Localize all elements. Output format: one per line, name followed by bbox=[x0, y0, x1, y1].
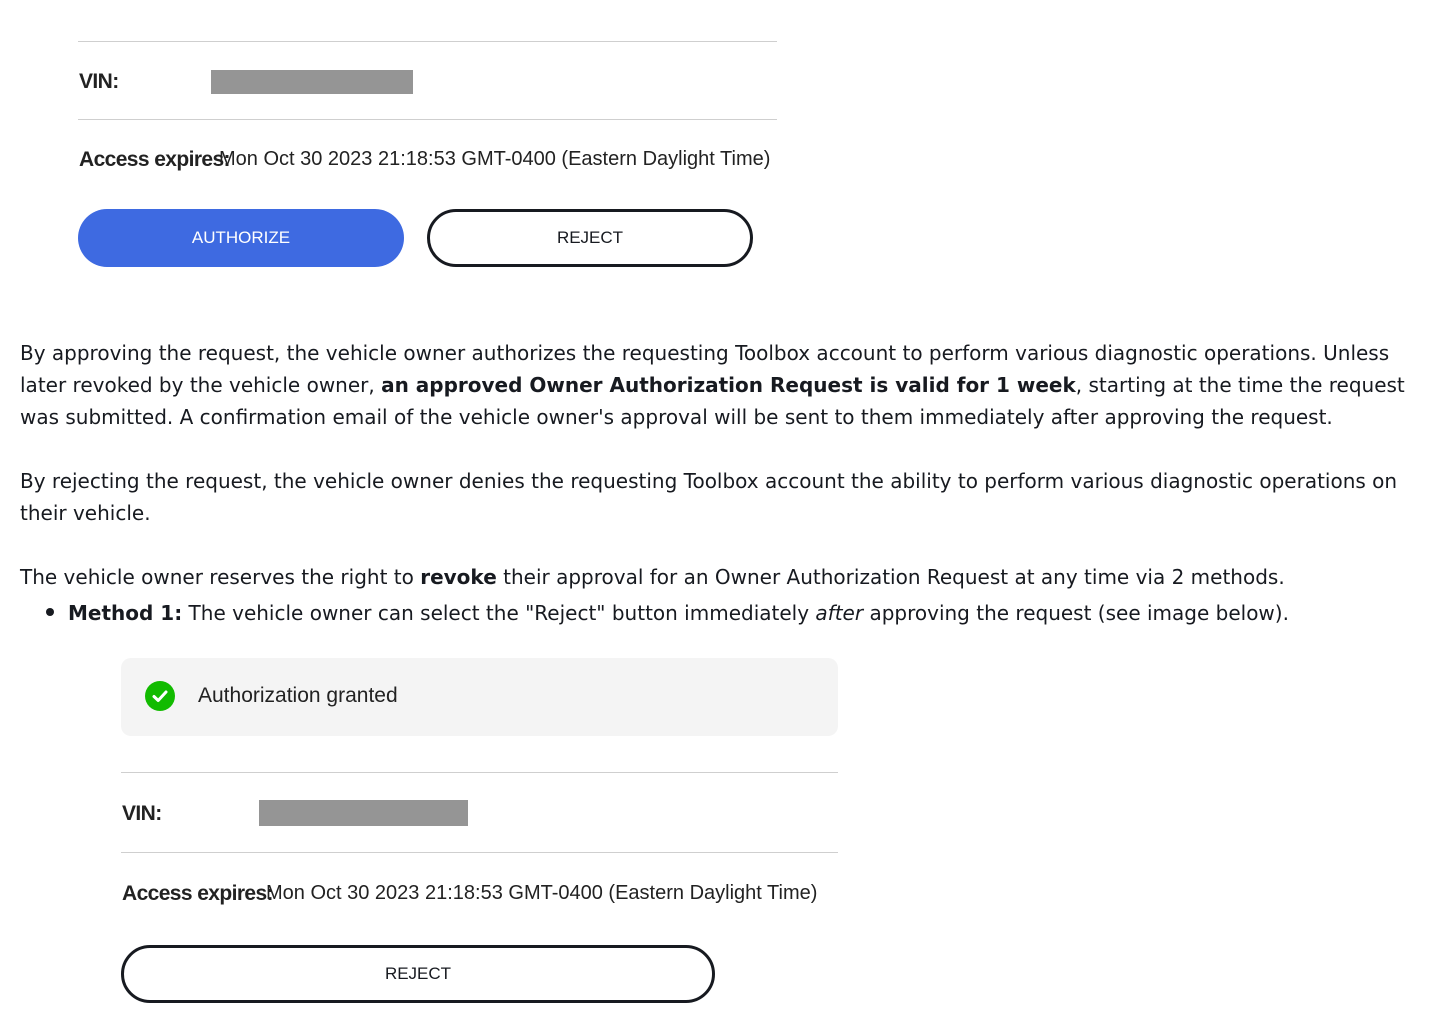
check-circle-icon bbox=[145, 681, 175, 711]
revoke-paragraph: The vehicle owner reserves the right to revoke their approval for an Owner Authorization Request at any time via 2 methods. bbox=[20, 565, 1285, 589]
reject-button[interactable]: REJECT bbox=[121, 945, 715, 1003]
access-expires-label: Access expires: bbox=[122, 882, 273, 905]
vin-label: VIN: bbox=[79, 70, 119, 93]
access-expires-value: Mon Oct 30 2023 21:18:53 GMT-0400 (Eastern Daylight Time) bbox=[266, 882, 818, 904]
approve-paragraph: By approving the request, the vehicle owner authorizes the requesting Toolbox account to perform various diagnostic operations. Unless later revoked by the vehicle owner, an approved Owner Authorization Request is valid for 1 week, starting at the time the request was submitted. A confirmation email of the vehicle owner's approval will be sent to them immediately after approving the request. bbox=[20, 341, 1405, 429]
authorize-button[interactable]: AUTHORIZE bbox=[78, 209, 404, 267]
divider bbox=[121, 772, 838, 773]
access-expires-label: Access expires: bbox=[79, 148, 230, 171]
divider bbox=[78, 119, 777, 120]
access-expires-value: Mon Oct 30 2023 21:18:53 GMT-0400 (Eastern Daylight Time) bbox=[219, 148, 771, 170]
authorization-granted-banner bbox=[121, 658, 838, 736]
revoke-emphasis: revoke bbox=[420, 565, 497, 589]
vin-redacted bbox=[259, 800, 468, 826]
list-bullet bbox=[46, 608, 54, 616]
banner-text: Authorization granted bbox=[198, 684, 398, 707]
reject-button[interactable]: REJECT bbox=[427, 209, 753, 267]
vin-redacted bbox=[211, 70, 413, 94]
divider bbox=[121, 852, 838, 853]
method-1-label: Method 1: bbox=[68, 601, 183, 625]
vin-label: VIN: bbox=[122, 802, 162, 825]
approve-paragraph-emphasis: an approved Owner Authorization Request is valid for 1 week bbox=[381, 373, 1076, 397]
method-1-item: Method 1: The vehicle owner can select the "Reject" button immediately after approving the request (see image below). bbox=[68, 601, 1289, 625]
divider bbox=[78, 41, 777, 42]
reject-paragraph: By rejecting the request, the vehicle owner denies the requesting Toolbox account the ability to perform various diagnostic operations on their vehicle. bbox=[20, 469, 1398, 525]
